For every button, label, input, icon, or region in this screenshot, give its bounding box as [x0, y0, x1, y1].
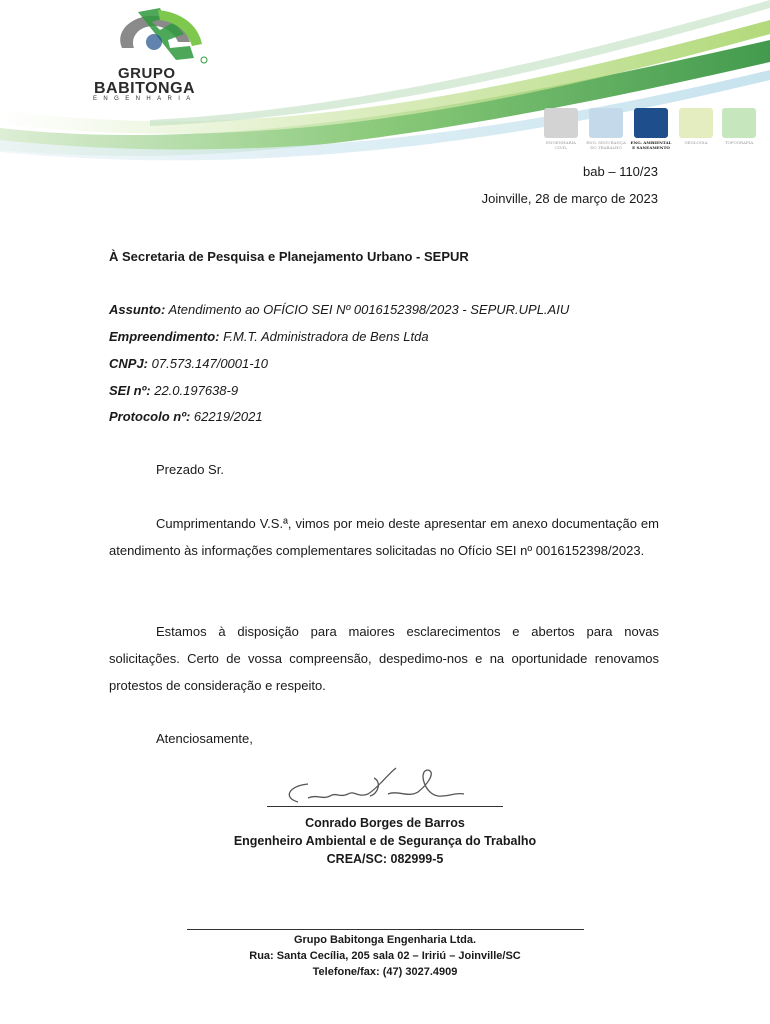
signer-name: Conrado Borges de Barros: [305, 816, 465, 830]
logo-text-engenharia: ENGENHARIA: [93, 96, 197, 102]
field-label: Assunto:: [109, 302, 166, 317]
service-geologia: [675, 108, 717, 160]
body-paragraph-2: Estamos à disposição para maiores esclarecimentos e abertos para novas solicitações. Certo de vossa compreensão, despedimo-nos e na oportunidade renovamos protestos de consideração e respeito.: [109, 624, 659, 693]
footer-company: Grupo Babitonga Engenharia Ltda.: [293, 934, 477, 946]
logo-text-grupo: GRUPO: [118, 65, 176, 82]
salutation: Prezado Sr.: [156, 462, 224, 477]
safety-icon: [589, 108, 623, 138]
field-label: CNPJ:: [109, 356, 149, 371]
hammer-icon: [679, 108, 713, 138]
service-label: GEOLOGIA: [684, 140, 708, 145]
building-icon: [544, 108, 578, 138]
logo-text-babitonga: BABITONGA: [94, 80, 196, 97]
footer-phone: Telefone/fax: (47) 3027.4909: [312, 966, 458, 978]
field-value: 07.573.147/0001-10: [151, 356, 269, 371]
field-empreendimento: [109, 329, 429, 344]
service-ambiental: [630, 108, 672, 160]
recipient: À Secretaria de Pesquisa e Planejamento Urbano - SEPUR: [109, 249, 469, 264]
field-protocolo: [109, 409, 263, 424]
field-cnpj: [109, 356, 268, 371]
service-label: ENG. SEGURANÇA DO TRABALHO: [586, 140, 626, 150]
field-label: Empreendimento:: [109, 329, 220, 344]
field-value: Atendimento ao OFÍCIO SEI Nº 0016152398/2023 - SEPUR.UPL.AIU: [168, 302, 570, 317]
signature-line: [267, 806, 503, 807]
document-reference: bab – 110/23: [583, 164, 658, 179]
field-sei: [109, 383, 238, 398]
field-value: 62219/2021: [193, 409, 263, 424]
signer-title: Engenheiro Ambiental e de Segurança do Trabalho: [233, 834, 537, 848]
field-value: F.M.T. Administradora de Bens Ltda: [223, 329, 429, 344]
footer-address: Rua: Santa Cecília, 205 sala 02 – Iririú – Joinville/SC: [249, 950, 521, 962]
footer-divider: [187, 929, 584, 930]
field-label: Protocolo nº:: [109, 409, 191, 424]
document-date: Joinville, 28 de março de 2023: [481, 191, 658, 206]
signer-registration: CREA/SC: 082999-5: [326, 852, 444, 866]
closing: Atenciosamente,: [156, 731, 253, 746]
body-paragraph-1: Cumprimentando V.S.ª, vimos por meio deste apresentar em anexo documentação em atendimento às informações complementares solicitadas no Ofício SEI nº 0016152398/2023.: [109, 516, 659, 558]
service-label: TOPOGRAFIA: [724, 140, 754, 145]
service-icons: [540, 108, 760, 160]
service-seguranca: [585, 108, 627, 160]
field-value: 22.0.197638-9: [154, 383, 239, 398]
factory-icon: [634, 108, 668, 138]
service-label: ENG. AMBIENTAL E SANEAMENTO: [630, 140, 672, 150]
service-civil: [540, 108, 582, 160]
service-label: ENGENHARIA CIVIL: [546, 140, 576, 150]
field-label: SEI nº:: [109, 383, 151, 398]
field-assunto: [109, 302, 569, 317]
service-topografia: [718, 108, 760, 160]
company-logo-icon: [94, 8, 214, 70]
survey-icon: [722, 108, 756, 138]
